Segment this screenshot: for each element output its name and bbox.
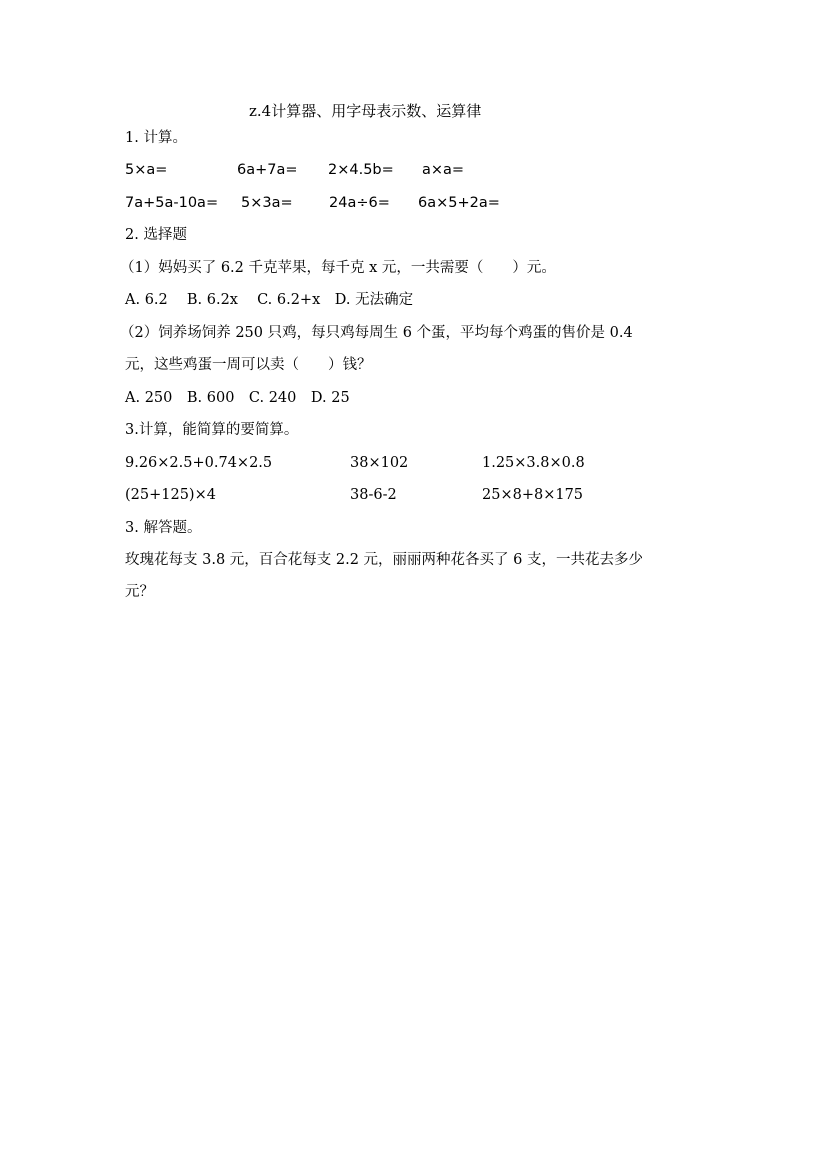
calc-item: 5×3a= bbox=[241, 195, 293, 211]
simplify-item: 25×8+8×175 bbox=[482, 487, 584, 503]
calc-item: 6a×5+2a= bbox=[418, 195, 500, 211]
simplify-item: 1.25×3.8×0.8 bbox=[482, 455, 585, 471]
section1-heading: 1. 计算。 bbox=[125, 130, 187, 146]
question-1-options: A. 6.2 B. 6.2x C. 6.2+x D. 无法确定 bbox=[125, 292, 414, 308]
word-problem-line2: 元？ bbox=[125, 584, 154, 600]
calc-item: 7a+5a-10a= bbox=[125, 195, 219, 211]
section4-heading: 3. 解答题。 bbox=[125, 520, 202, 536]
calc-item: 24a÷6= bbox=[329, 195, 390, 211]
calc-item: 2×4.5b= bbox=[328, 162, 394, 178]
calc-item: 5×a= bbox=[125, 162, 168, 178]
section2-heading: 2. 选择题 bbox=[125, 227, 187, 243]
simplify-row-1 bbox=[125, 453, 745, 473]
simplify-item: 9.26×2.5+0.74×2.5 bbox=[125, 455, 273, 471]
simplify-row-2 bbox=[125, 485, 745, 505]
question-1-text: （1）妈妈买了 6.2 千克苹果，每千克 x 元，一共需要（ ）元。 bbox=[120, 260, 556, 276]
question-2-options: A. 250 B. 600 C. 240 D. 25 bbox=[125, 390, 350, 406]
calc-item: a×a= bbox=[422, 162, 465, 178]
simplify-item: 38×102 bbox=[350, 455, 409, 471]
question-2-text-line1: （2）饲养场饲养 250 只鸡，每只鸡每周生 6 个蛋，平均每个鸡蛋的售价是 0.4 bbox=[120, 325, 633, 341]
word-problem-line1: 玫瑰花每支 3.8 元，百合花每支 2.2 元，丽丽两种花各买了 6 支，一共花去多少 bbox=[125, 552, 643, 568]
calc-row-1 bbox=[125, 160, 745, 180]
page-title: z.4计算器、用字母表示数、运算律 bbox=[249, 102, 482, 120]
simplify-item: (25+125)×4 bbox=[125, 487, 216, 503]
question-2-text-line2: 元，这些鸡蛋一周可以卖（ ）钱？ bbox=[125, 357, 372, 373]
calc-item: 6a+7a= bbox=[237, 162, 298, 178]
simplify-item: 38-6-2 bbox=[350, 487, 397, 503]
calc-row-2 bbox=[125, 193, 745, 213]
section3-heading: 3.计算，能简算的要简算。 bbox=[125, 422, 299, 438]
